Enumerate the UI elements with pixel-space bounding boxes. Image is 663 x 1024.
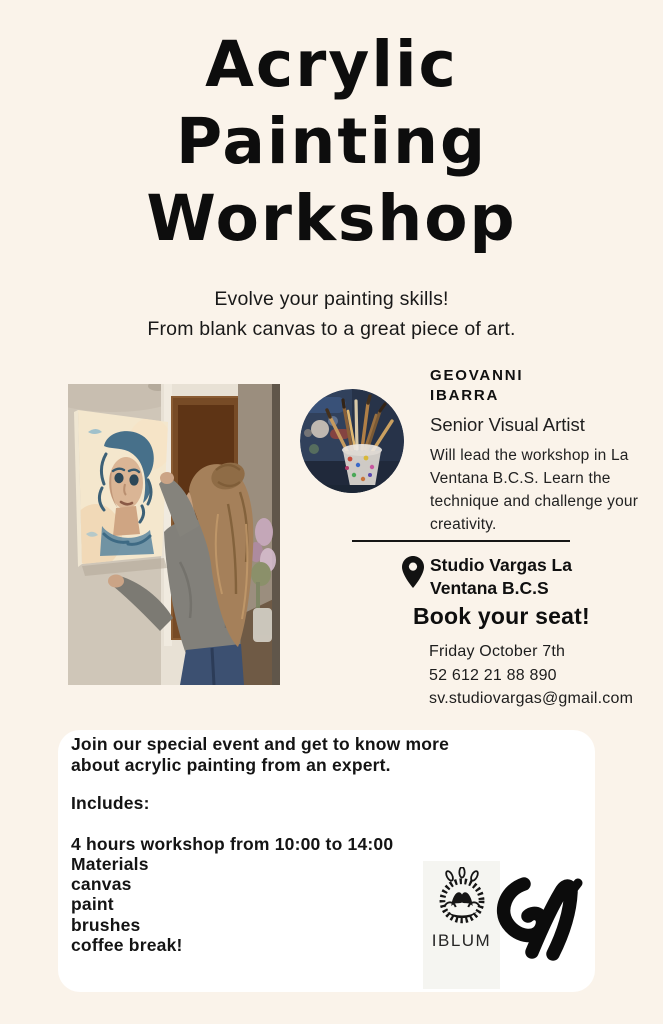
includes-item: Materials <box>71 853 149 874</box>
iblum-logo <box>423 861 500 989</box>
artist-name <box>430 366 648 406</box>
divider-line <box>352 540 570 542</box>
location-line-1: Studio Vargas La <box>430 555 572 575</box>
artist-bio: Will lead the workshop in La Ventana B.C.S. Learn the technique and challenge your creativity. <box>430 447 639 533</box>
details-card <box>58 730 595 992</box>
title-line-2: Painting <box>175 105 488 178</box>
includes-item: paint <box>71 894 114 915</box>
location-pin-icon <box>402 556 424 588</box>
artist-block <box>430 366 648 536</box>
sv-logo <box>493 866 590 970</box>
subtitle-line-1: Evolve your painting skills! <box>214 288 449 310</box>
event-date: Friday October 7th <box>429 643 566 660</box>
poster-subtitle <box>0 284 663 344</box>
email-address: sv.studiovargas@gmail.com <box>429 690 634 707</box>
location-text <box>430 554 572 600</box>
main-photo <box>68 384 280 685</box>
poster-title <box>0 26 663 257</box>
artist-name-line-2: IBARRA <box>430 387 500 404</box>
includes-item: canvas <box>71 874 132 895</box>
main-photo-illustration <box>68 384 280 685</box>
avatar <box>300 389 404 493</box>
includes-item: 4 hours workshop from 10:00 to 14:00 <box>71 833 394 854</box>
phone-number: 52 612 21 88 890 <box>429 666 557 684</box>
contact-block <box>429 640 633 711</box>
iblum-emblem-icon <box>433 867 491 931</box>
includes-item: coffee break! <box>71 934 183 955</box>
iblum-label: IBLUM <box>431 931 492 950</box>
book-your-seat-heading: Book your seat! <box>413 603 590 629</box>
title-line-1: Acrylic <box>205 28 458 101</box>
sv-brush-icon <box>493 866 590 970</box>
includes-item: brushes <box>71 914 141 935</box>
subtitle-line-2: From blank canvas to a great piece of art. <box>147 318 516 340</box>
artist-role: Senior Visual Artist <box>430 414 585 435</box>
artist-name-line-1: GEOVANNI <box>430 367 524 384</box>
card-intro: Join our special event and get to know more about acrylic painting from an expert. <box>71 734 450 775</box>
title-line-3: Workshop <box>146 182 517 255</box>
includes-label: Includes: <box>71 793 150 813</box>
brushes-avatar-illustration <box>300 389 404 493</box>
location-line-2: Ventana B.C.S <box>430 578 549 598</box>
